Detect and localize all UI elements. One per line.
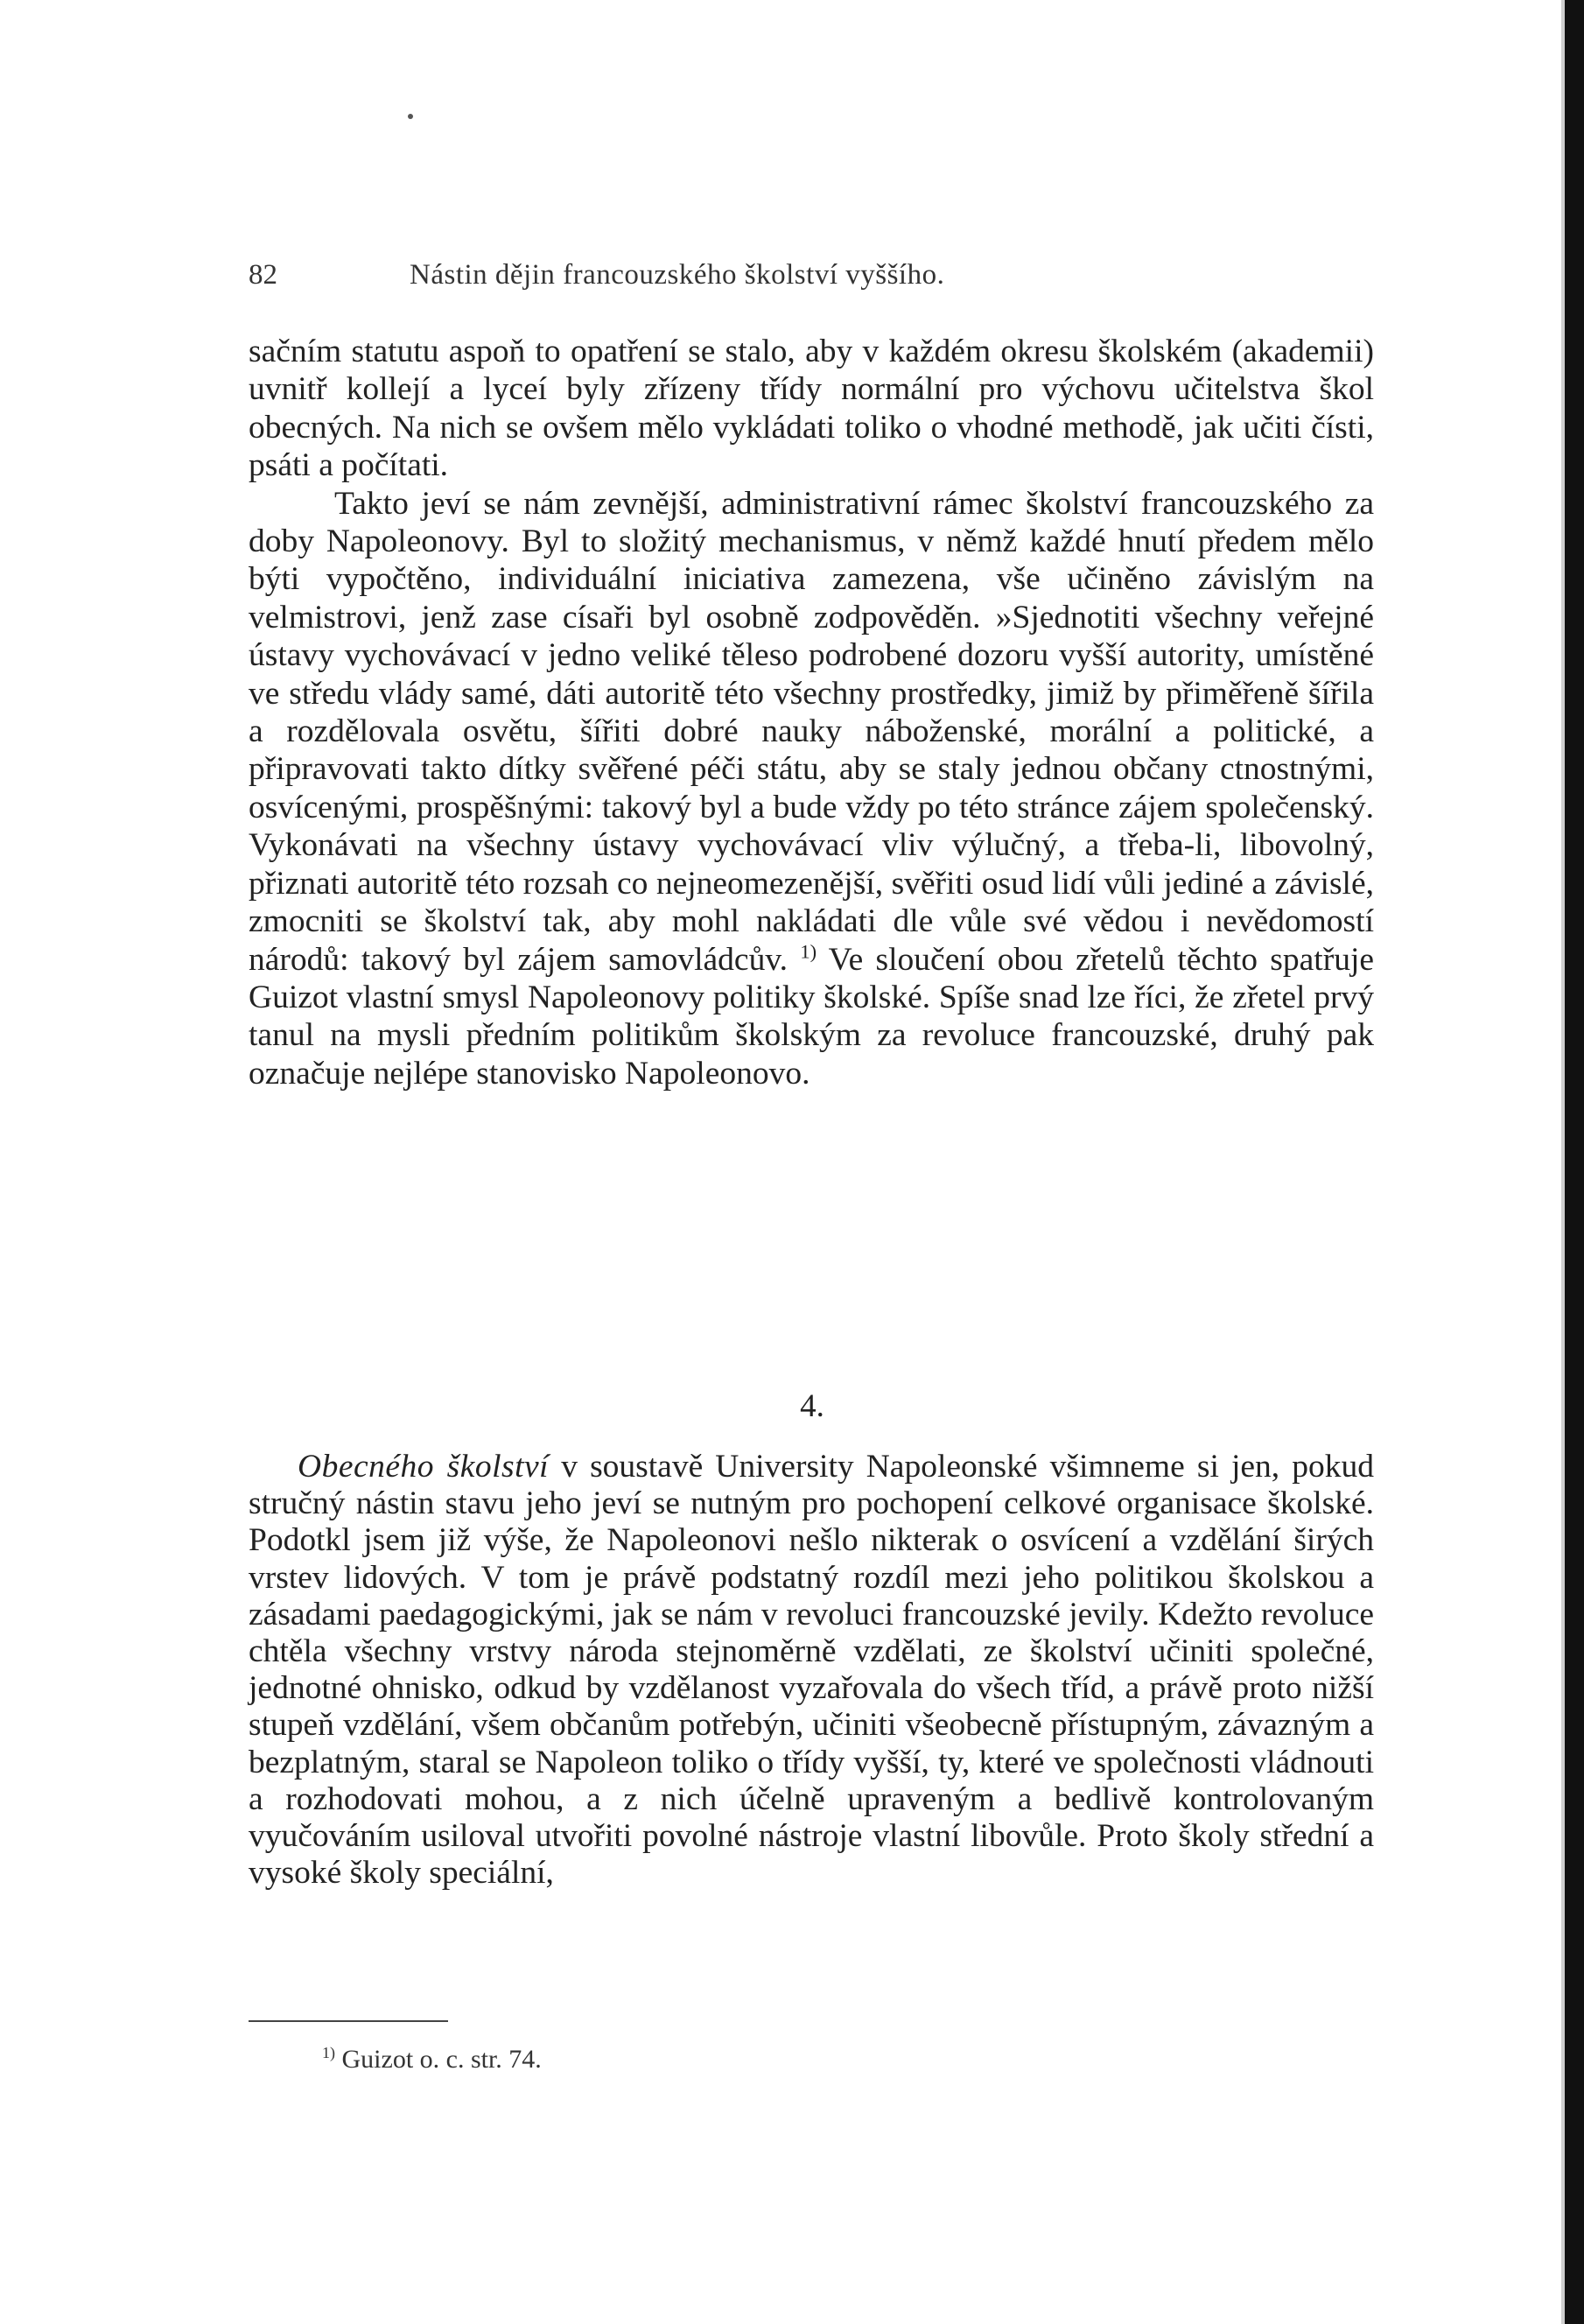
section-paragraph-text: v soustavě University Napoleonské všimneme si jen, pokud stručný nástin stavu jeho jeví se nutným pro pochopení celkové organisace školské. Podotkl jsem již výše, že Napoleonovi nešlo nikterak o osvícení a vzdělání širých vrstev lidových. V tom je právě podstatný rozdíl mezi jeho politikou školskou a zásadami paedagogickými, jak se nám v revoluci francouzské jevily. Kdežto revoluce chtěla všechny vrstvy národa stejnoměrně vzdělati, ze školství učiniti společné, jednotné ohnisko, odkud by vzdělanost vyzařovala do všech tříd, a právě proto nižší stupeň vzdělání, všem občanům potřebýn, učiniti všeobecně přístupným, závazným a bezplatným, staral se Napoleon toliko o třídy vyšší, ty, které ve společnosti vládnouti a rozhodovati mohou, a z nich účelně upraveným a bedlivě kontrolovaným vyučováním usiloval utvořiti povolné nástroje vlastní libovůle. Proto školy střední a vysoké školy speciální, bbox=[249, 1449, 1375, 1892]
page-number: 82 bbox=[249, 259, 277, 291]
footnote-reference: 1) bbox=[800, 940, 817, 962]
paragraph-continued: sačním statutu aspoň to opatření se stalo, aby v každém okresu školském (akademii) uvnitř kollejí a lyceí byly zřízeny třídy normální pro výchovu učitelstva škol obecných. Na nich se ovšem mělo vykládati toliko o vhodné methodě, jak učiti čísti, psáti a počítati. bbox=[249, 334, 1374, 484]
paragraph-text-continued: Ve sloučení obou zřetelů těchto spatřuje Guizot vlastní smysl Napoleonovy politiky školské. Spíše snad lze říci, že zřetel prvý tanul na mysli předním politikům školským za revoluce francouzské, druhý pak označuje nejlépe stanovisko Napoleonovo. bbox=[249, 941, 1375, 1092]
paragraph-text: Takto jeví se nám zevnější, administrativní rámec školství francouzského za doby Napoleonovy. Byl to složitý mechanismus, v němž každé hnutí předem mělo býti vypočtěno, individuální iniciativa zamezena, vše učiněno závislým na velmistrovi, jenž zase císaři byl osobně zodpověděn. »Sjednotiti všechny veřejné ústavy vychovávací v jedno veliké těleso podrobené dozoru vyšší autority, umístěné ve středu vlády samé, dáti autoritě této všechny prostředky, jimiž by přiměřeně šířila a rozdělovala osvětu, šířiti dobré nauky náboženské, morální a politické, a připravovati takto dítky svěřené péči státu, aby se staly jednou občany ctnostnými, osvícenými, prospěšnými: takový byl a bude vždy po této stránce zájem společenský. Vykonávati na všechny ústavy vychovávací vliv výlučný, a třeba-li, libovolný, přiznati autoritě této rozsah co nejneomezenější, svěřiti osud lidí vůli jediné a závislé, zmocniti se školství tak, aby mohl nakládati dle vůle své vědou i nevědomostí národů: takový byl zájem samovládcův. bbox=[249, 485, 1374, 978]
section-number: 4. bbox=[800, 1388, 824, 1424]
running-title: Nástin dějin francouzského školství vyššího. bbox=[410, 259, 945, 291]
scan-border bbox=[1565, 0, 1584, 2324]
paper-speck bbox=[408, 114, 413, 119]
section-paragraph bbox=[249, 1449, 1374, 1892]
footnote-marker: 1) bbox=[322, 2044, 335, 2061]
footnote bbox=[322, 2045, 542, 2075]
paragraph-napoleon-framework bbox=[249, 485, 1374, 1093]
section-text bbox=[249, 1449, 1374, 1892]
main-text bbox=[249, 333, 1374, 1092]
footnote-divider bbox=[249, 2020, 448, 2022]
footnote-text: Guizot o. c. str. 74. bbox=[341, 2045, 542, 2074]
italic-lead: Obecného školství bbox=[298, 1449, 550, 1485]
